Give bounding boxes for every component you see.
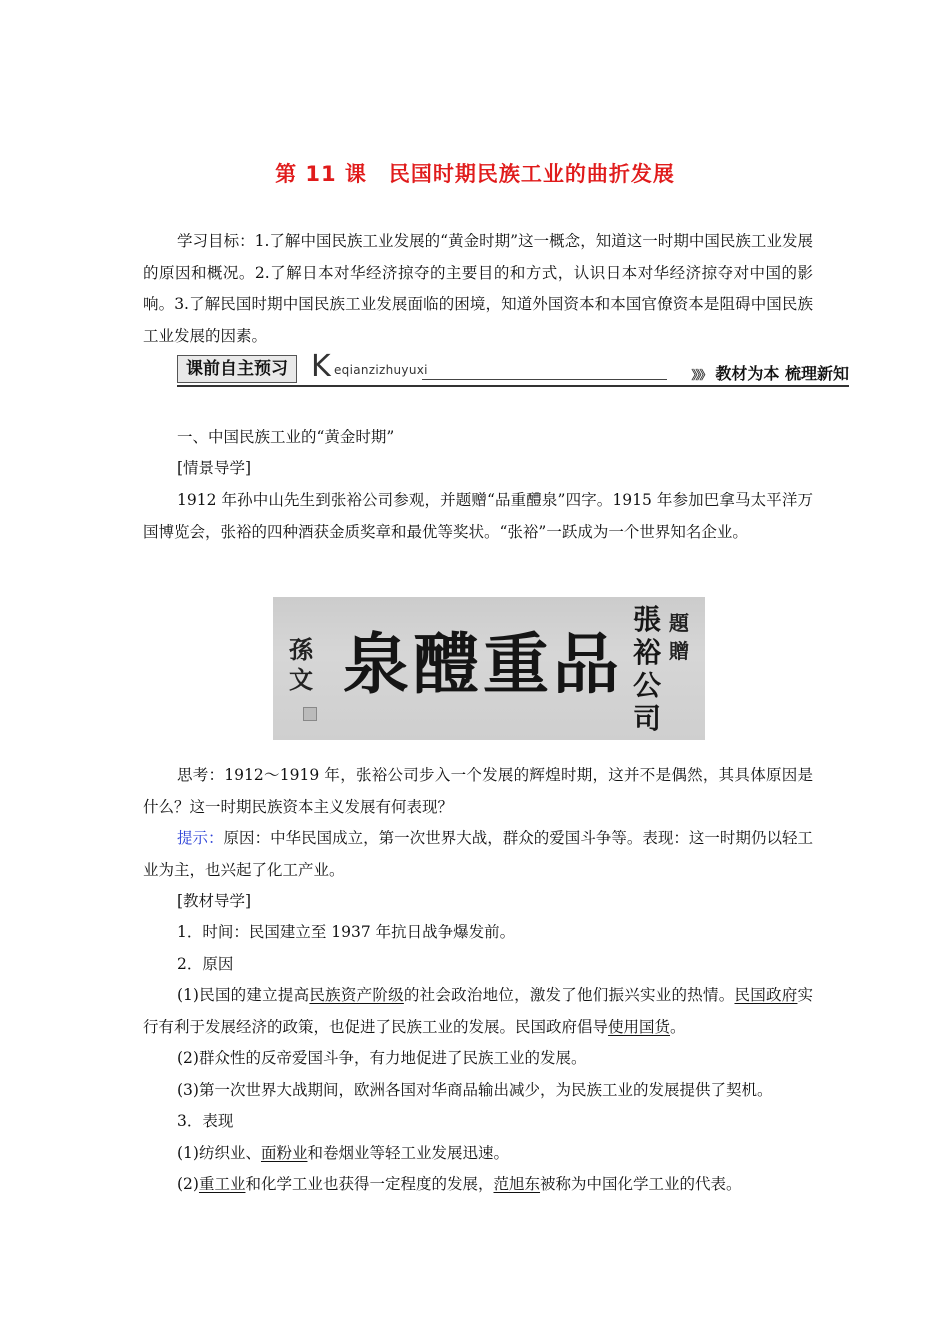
page-title: 第 11 课 民国时期民族工业的曲折发展	[275, 162, 675, 186]
item-time: 1．时间：民国建立至 1937 年抗日战争爆发前。	[177, 923, 516, 941]
reason-1	[143, 980, 813, 1043]
performance-2-text-a: (2)	[177, 1175, 199, 1193]
banner-initial: K	[311, 349, 331, 384]
banner-pinyin: eqianzizhuyuxi	[334, 363, 428, 377]
reason-3: (3)第一次世界大战期间，欧洲各国对华商品输出减少，为民族工业的发展提供了契机。	[177, 1081, 773, 1099]
hint-paragraph	[143, 823, 813, 886]
section-heading: 一、中国民族工业的“黄金时期”	[177, 428, 395, 446]
learning-objectives: 学习目标：1.了解中国民族工业发展的“黄金时期”这一概念，知道这一时期中国民族工业发展的原因和概况。2.了解日本对华经济掠夺的主要目的和方式，认识日本对华经济掠夺对中国的影响。3.了解民国时期中国民族工业发展面临的困境，知道外国资本和本国官僚资本是阻碍中国民族工业发展的因素。	[143, 232, 813, 345]
scene-label: [情景导学]	[177, 459, 252, 477]
keyword-bourgeoisie: 民族资产阶级	[309, 986, 404, 1004]
hint-text: 原因：中华民国成立，第一次世界大战，群众的爱国斗争等。表现：这一时期仍以轻工业为主，也兴起了化工产业。	[143, 829, 813, 879]
banner-tag: 课前自主预习	[177, 355, 297, 383]
keyword-domestic-goods: 使用国货	[608, 1017, 671, 1036]
reason-1-text-a: (1)民国的建立提高	[177, 986, 310, 1004]
scene-text: 1912 年孙中山先生到张裕公司参观，并题赠“品重醴泉”四字。1915 年参加巴拿马太平洋万国博览会，张裕的四种酒获金质奖章和最优等奖状。“张裕”一跃成为一个世界知名企业。	[143, 491, 813, 541]
reason-1-text-b: 的社会政治地位，激发了他们振兴实业的热情。	[403, 986, 735, 1004]
performance-2-text-c: 被称为中国化学工业的代表。	[540, 1175, 742, 1193]
banner-slogan	[691, 361, 849, 384]
arrows-icon: 》》》	[691, 368, 710, 382]
textbook-label: [教材导学]	[177, 892, 252, 910]
performance-1	[177, 1138, 509, 1170]
think-question: 思考：1912～1919 年，张裕公司步入一个发展的辉煌时期，这并不是偶然，其具体原因是什么？这一时期民族资本主义发展有何表现？	[143, 766, 813, 816]
calligraphy-seal	[303, 707, 317, 721]
banner-underline	[177, 385, 849, 387]
calligraphy-recipient: 張裕公司	[633, 603, 662, 735]
keyword-fan-xudong: 范旭东	[493, 1175, 541, 1193]
calligraphy-image	[273, 597, 705, 740]
keyword-heavy-industry: 重工业	[198, 1175, 246, 1193]
reason-1-text-d: 。	[670, 1017, 686, 1036]
keyword-flour: 面粉业	[260, 1144, 308, 1162]
keyword-government: 民国政府	[734, 986, 798, 1004]
performance-1-text-a: (1)纺织业、	[177, 1144, 261, 1162]
performance-2	[177, 1169, 742, 1201]
banner-slogan-text: 教材为本 梳理新知	[715, 364, 849, 383]
banner-rule	[422, 379, 667, 380]
calligraphy-main-text: 泉醴重品	[343, 625, 623, 703]
reason-2: (2)群众性的反帝爱国斗争，有力地促进了民族工业的发展。	[177, 1049, 587, 1067]
reason-1-text-c: 实行有利于发展经济的政策，也促进了民族工业的发展。民国政府倡导	[143, 986, 813, 1036]
section-banner	[177, 349, 849, 389]
item-performance: 3．表现	[177, 1112, 234, 1130]
performance-2-text-b: 和化学工业也获得一定程度的发展，	[245, 1175, 494, 1193]
item-reasons: 2．原因	[177, 955, 234, 973]
hint-label: 提示：	[177, 829, 224, 847]
performance-1-text-b: 和卷烟业等轻工业发展迅速。	[307, 1144, 509, 1162]
calligraphy-dedication: 題贈	[669, 611, 689, 663]
calligraphy-signature: 孫文	[289, 635, 313, 694]
